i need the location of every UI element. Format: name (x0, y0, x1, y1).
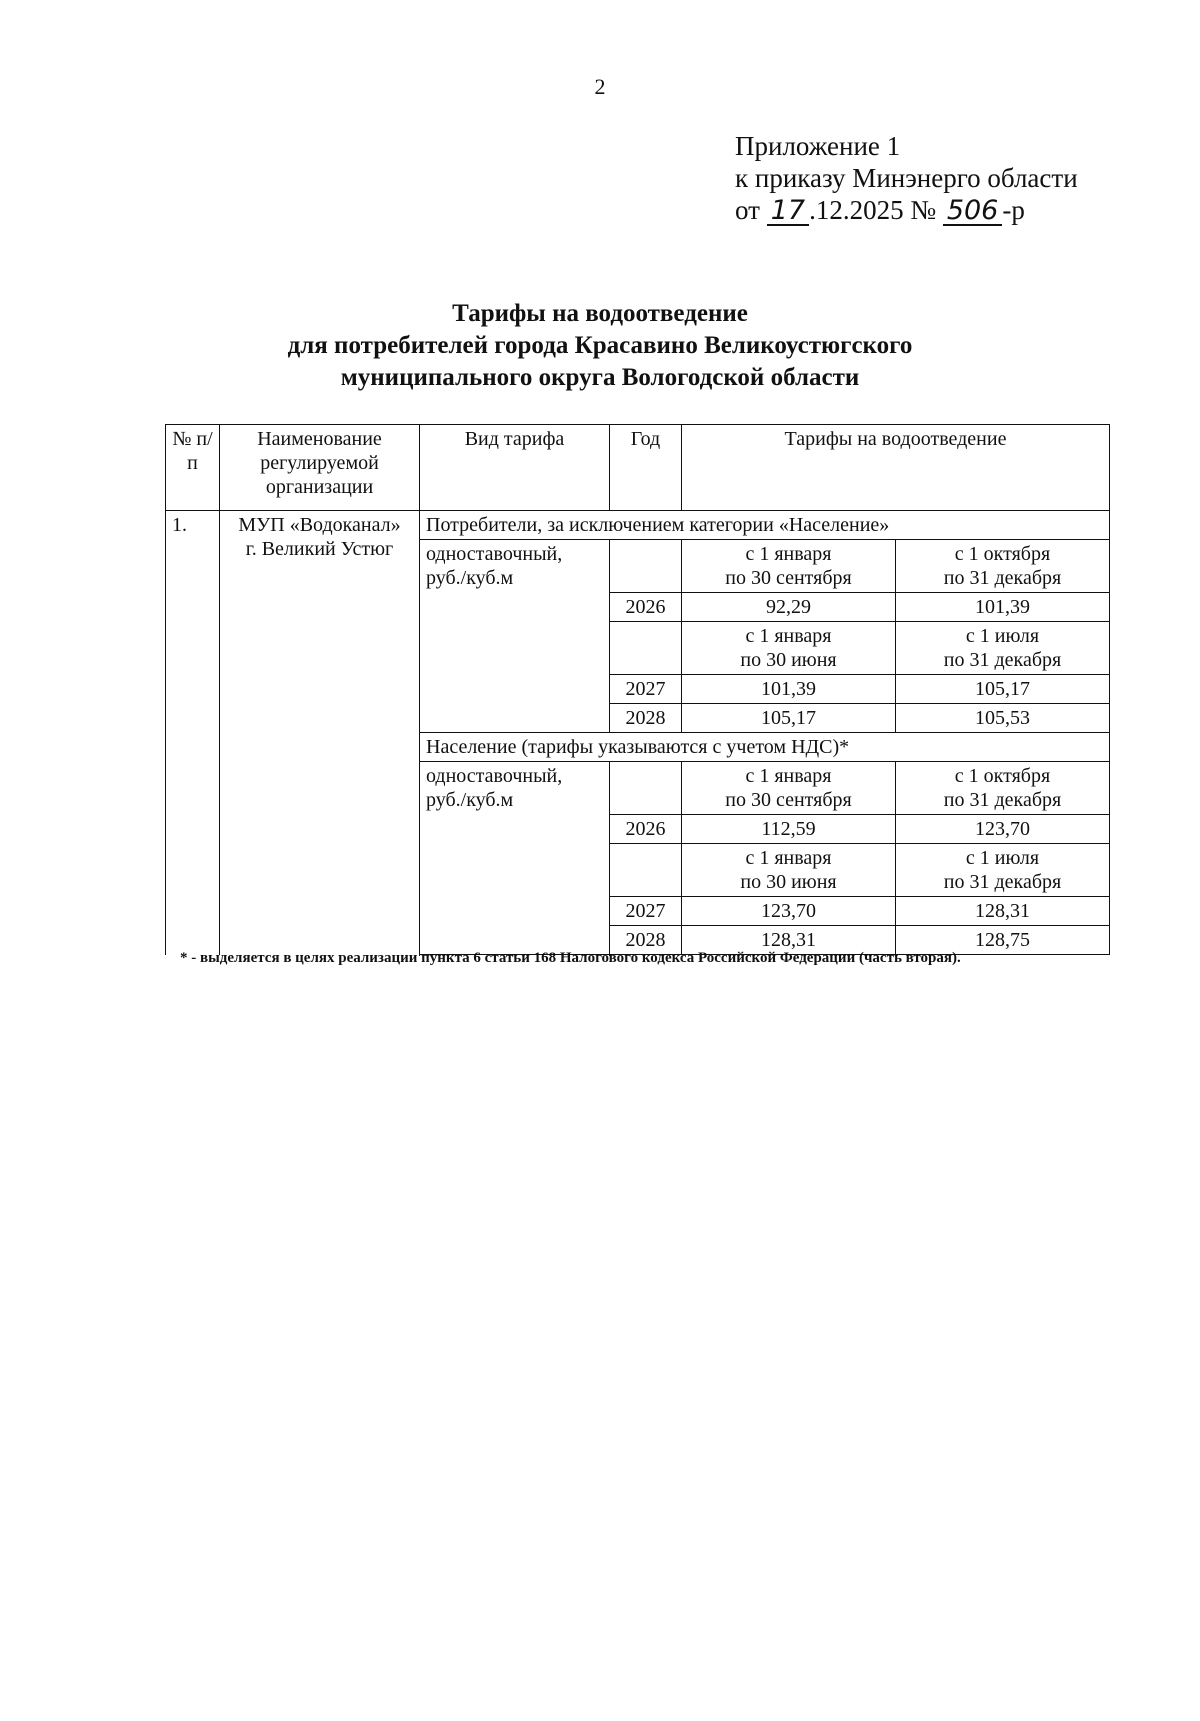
value-cell: 101,39 (896, 593, 1110, 622)
tariff-type-line-2: руб./куб.м (426, 567, 514, 589)
value-cell: 123,70 (682, 897, 896, 926)
value-cell: 128,75 (896, 926, 1110, 955)
annex-number-handwritten: 506 (943, 198, 1003, 226)
period-header (682, 622, 896, 675)
period-line: по 30 сентября (725, 789, 852, 811)
header-tariffs: Тарифы на водоотведение (682, 425, 1110, 511)
period-header (682, 762, 896, 815)
annex-date-rest: .12.2025 № (809, 195, 937, 225)
table-row (166, 511, 1110, 540)
period-line: по 31 декабря (943, 567, 1062, 589)
title-line-3: муниципального округа Вологодской области (340, 364, 860, 391)
page-number: 2 (594, 74, 606, 99)
period-line: с 1 октября (954, 543, 1051, 565)
org-name-line-1: МУП «Водоканал» (238, 514, 401, 536)
value-cell: 92,29 (682, 593, 896, 622)
empty-year-cell (610, 844, 682, 897)
value-cell: 101,39 (682, 675, 896, 704)
period-line: по 30 июня (740, 649, 837, 671)
period-line: по 31 декабря (943, 871, 1062, 893)
annex-date-line (735, 194, 1078, 226)
header-year: Год (610, 425, 682, 511)
empty-year-cell (610, 622, 682, 675)
value-cell: 123,70 (896, 815, 1110, 844)
annex-number-suffix: -р (1002, 195, 1025, 225)
header-type: Вид тарифа (420, 425, 610, 511)
value-cell: 105,17 (896, 675, 1110, 704)
period-line: по 31 декабря (943, 649, 1062, 671)
period-header (896, 762, 1110, 815)
table-header-row (166, 425, 1110, 511)
section-title: Потребители, за исключением категории «Население» (420, 511, 1110, 540)
tariff-type-line-2: руб./куб.м (426, 789, 514, 811)
annex-line-2: к приказу Минэнерго области (735, 163, 1078, 193)
title-line-2: для потребителей города Красавино Великоустюгского (287, 332, 913, 359)
period-header (896, 622, 1110, 675)
row-number: 1. (166, 511, 220, 955)
header-org: Наименование регулируемой организации (220, 425, 420, 511)
period-line: по 30 июня (740, 871, 837, 893)
period-header (896, 844, 1110, 897)
period-line: с 1 января (745, 543, 832, 565)
empty-year-cell (610, 762, 682, 815)
period-line: с 1 июля (965, 625, 1040, 647)
period-header (896, 540, 1110, 593)
tariffs-table (165, 424, 1110, 955)
period-header (682, 844, 896, 897)
org-name-cell (220, 511, 420, 955)
period-header (682, 540, 896, 593)
period-line: с 1 октября (954, 765, 1051, 787)
annex-block (735, 130, 1078, 226)
year-cell: 2028 (610, 926, 682, 955)
annex-line-1: Приложение 1 (735, 131, 901, 161)
value-cell: 105,17 (682, 704, 896, 733)
section-title: Население (тарифы указываются с учетом НДС)* (420, 733, 1110, 762)
annex-day-handwritten: 17 (767, 198, 809, 226)
period-line: с 1 января (745, 847, 832, 869)
header-num: № п/п (166, 425, 220, 511)
year-cell: 2027 (610, 897, 682, 926)
period-line: с 1 июля (965, 847, 1040, 869)
tariff-type-cell (420, 762, 610, 955)
annex-date-prefix: от (735, 195, 760, 225)
value-cell: 105,53 (896, 704, 1110, 733)
period-line: по 31 декабря (943, 789, 1062, 811)
period-line: с 1 января (745, 765, 832, 787)
value-cell: 112,59 (682, 815, 896, 844)
year-cell: 2026 (610, 815, 682, 844)
document-title (0, 298, 1200, 394)
period-line: по 30 сентября (725, 567, 852, 589)
footnote: * - выделяется в целях реализации пункта 6 статьи 168 Налогового кодекса Российской Федерации (часть вторая). (180, 950, 961, 966)
tariff-type-cell (420, 540, 610, 733)
year-cell: 2027 (610, 675, 682, 704)
tariff-type-line-1: одноставочный, (426, 765, 563, 787)
value-cell: 128,31 (682, 926, 896, 955)
empty-year-cell (610, 540, 682, 593)
period-line: с 1 января (745, 625, 832, 647)
year-cell: 2026 (610, 593, 682, 622)
value-cell: 128,31 (896, 897, 1110, 926)
year-cell: 2028 (610, 704, 682, 733)
tariff-type-line-1: одноставочный, (426, 543, 563, 565)
title-line-1: Тарифы на водоотведение (452, 300, 748, 327)
org-name-line-2: г. Великий Устюг (245, 538, 394, 560)
